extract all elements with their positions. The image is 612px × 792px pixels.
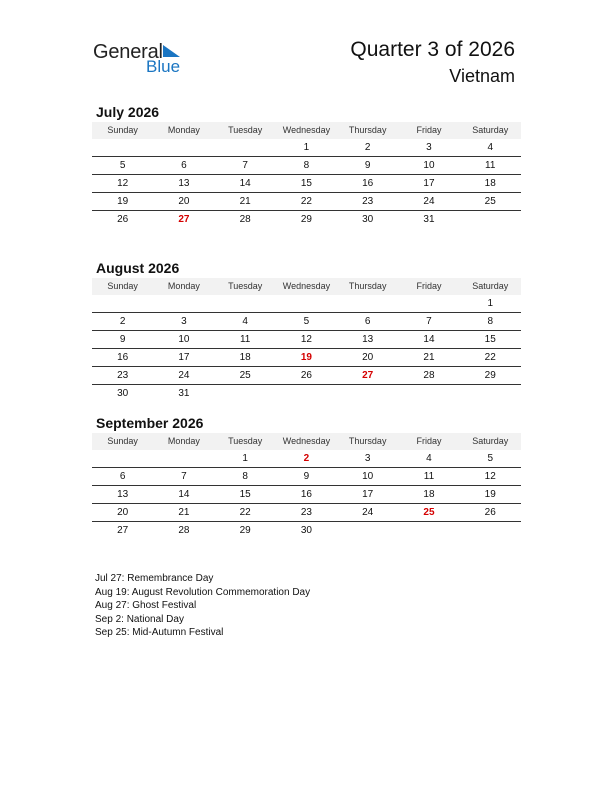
holiday-day-cell: 27: [178, 214, 190, 225]
week-row: [92, 295, 521, 313]
week-row: [92, 349, 521, 367]
day-cell: 23: [362, 196, 374, 207]
day-cell: 11: [239, 334, 251, 345]
week-row: [92, 193, 521, 211]
day-cell: 28: [178, 525, 190, 536]
day-cell: 16: [117, 352, 129, 363]
week-row: [92, 331, 521, 349]
day-cell: [153, 139, 214, 156]
day-cell: 5: [487, 453, 493, 464]
week-row: [92, 175, 521, 193]
day-cell: 14: [423, 334, 435, 345]
day-cell: [92, 450, 153, 467]
day-cell: 1: [487, 298, 493, 309]
day-cell: 24: [362, 507, 374, 518]
day-cell: 11: [485, 160, 496, 171]
day-cell: 20: [117, 507, 129, 518]
day-cell: 8: [303, 160, 310, 171]
weekday-label: Tuesday: [228, 125, 263, 135]
day-cell: 3: [426, 142, 432, 153]
day-cell: [215, 385, 276, 402]
day-cell: 19: [117, 196, 129, 207]
holiday-day-cell: 19: [300, 352, 312, 363]
holiday-note: Sep 25: Mid-Autumn Festival: [95, 627, 224, 638]
week-row: [92, 211, 521, 228]
holiday-notes: [95, 572, 310, 640]
day-cell: 17: [423, 178, 435, 189]
day-cell: 25: [484, 196, 496, 207]
day-cell: [153, 295, 214, 312]
day-cell: [92, 295, 153, 312]
weekday-label: Friday: [416, 281, 442, 291]
day-cell: 17: [178, 352, 190, 363]
day-cell: [460, 385, 521, 402]
week-row: [92, 367, 521, 385]
weekday-label: Wednesday: [282, 281, 331, 291]
month-title: August 2026: [96, 260, 180, 276]
day-cell: 5: [119, 160, 126, 171]
day-cell: 11: [423, 471, 435, 482]
weekday-label: Wednesday: [282, 436, 331, 446]
day-cell: 13: [117, 489, 129, 500]
day-cell: 30: [117, 388, 129, 399]
day-cell: [460, 211, 521, 228]
logo-text-blue: Blue: [146, 57, 181, 76]
month-calendar: [92, 413, 521, 539]
day-cell: [460, 522, 521, 539]
week-row: [92, 157, 521, 175]
month-title: July 2026: [96, 104, 160, 120]
day-cell: 1: [303, 142, 310, 153]
day-cell: 18: [423, 489, 435, 500]
day-cell: [398, 295, 459, 312]
weekday-label: Saturday: [472, 281, 509, 291]
day-cell: [276, 385, 337, 402]
day-cell: [215, 295, 276, 312]
day-cell: 18: [484, 178, 496, 189]
day-cell: [153, 450, 214, 467]
day-cell: 30: [300, 525, 312, 536]
weekday-label: Monday: [167, 436, 200, 446]
day-cell: [337, 295, 398, 312]
day-cell: 7: [426, 316, 432, 327]
day-cell: 25: [239, 370, 251, 381]
day-cell: 15: [239, 489, 251, 500]
day-cell: 20: [178, 196, 190, 207]
day-cell: 28: [423, 370, 435, 381]
day-cell: 22: [484, 352, 496, 363]
day-cell: 29: [300, 214, 312, 225]
day-cell: 8: [242, 471, 248, 482]
weekday-label: Thursday: [348, 125, 387, 135]
month-title: September 2026: [96, 415, 204, 431]
weekday-label: Sunday: [107, 281, 138, 291]
weekday-label: Tuesday: [228, 281, 263, 291]
day-cell: 4: [242, 316, 248, 327]
weekday-label: Friday: [416, 125, 442, 135]
day-cell: 26: [484, 507, 496, 518]
day-cell: 28: [239, 214, 251, 225]
flag-icon: [161, 44, 181, 58]
day-cell: 29: [239, 525, 251, 536]
day-cell: 13: [178, 178, 190, 189]
day-cell: 10: [362, 471, 374, 482]
day-cell: 26: [300, 370, 312, 381]
weekday-label: Sunday: [107, 125, 138, 135]
day-cell: 6: [364, 316, 371, 327]
day-cell: 13: [362, 334, 374, 345]
weekday-label: Wednesday: [282, 125, 331, 135]
day-cell: [337, 522, 398, 539]
holiday-note: Sep 2: National Day: [95, 613, 184, 625]
weekday-label: Thursday: [348, 436, 387, 446]
day-cell: 24: [423, 196, 435, 207]
day-cell: 9: [303, 471, 310, 482]
holiday-note: Aug 27: Ghost Festival: [95, 600, 197, 611]
day-cell: 3: [181, 316, 187, 327]
week-row: [92, 139, 521, 157]
weekday-header-row: [92, 433, 521, 450]
day-cell: [398, 522, 459, 539]
day-cell: 21: [423, 352, 435, 363]
day-cell: 17: [362, 489, 374, 500]
logo-text-general: General: [93, 41, 163, 63]
day-cell: 24: [178, 370, 190, 381]
weekday-label: Saturday: [472, 125, 509, 135]
day-cell: 16: [362, 178, 374, 189]
day-cell: [215, 139, 276, 156]
day-cell: 7: [242, 160, 248, 171]
day-cell: 9: [364, 160, 371, 171]
day-cell: 19: [484, 489, 496, 500]
month-calendar: [92, 102, 521, 228]
day-cell: 10: [423, 160, 435, 171]
day-cell: 3: [364, 453, 371, 464]
day-cell: 15: [484, 334, 496, 345]
day-cell: 4: [487, 142, 493, 153]
week-row: [92, 450, 521, 468]
week-row: [92, 486, 521, 504]
day-cell: 31: [178, 388, 190, 399]
day-cell: 29: [484, 370, 496, 381]
page-title: Quarter 3 of 2026: [350, 38, 515, 61]
day-cell: 15: [300, 178, 312, 189]
weekday-label: Friday: [416, 436, 442, 446]
day-cell: 23: [117, 370, 129, 381]
day-cell: 1: [242, 453, 248, 464]
holiday-day-cell: 27: [362, 370, 374, 381]
day-cell: 2: [119, 316, 126, 327]
day-cell: 10: [178, 334, 190, 345]
weekday-label: Sunday: [107, 436, 138, 446]
day-cell: 20: [362, 352, 374, 363]
holiday-note: Aug 19: August Revolution Commemoration Day: [95, 586, 311, 598]
day-cell: 30: [362, 214, 374, 225]
day-cell: 16: [300, 489, 312, 500]
day-cell: [398, 385, 459, 402]
day-cell: 21: [178, 507, 190, 518]
day-cell: 14: [239, 178, 251, 189]
week-row: [92, 522, 521, 539]
day-cell: [92, 139, 153, 156]
holiday-day-cell: 2: [303, 453, 310, 464]
holiday-day-cell: 25: [423, 507, 435, 518]
day-cell: 22: [239, 507, 251, 518]
day-cell: 6: [119, 471, 126, 482]
week-row: [92, 313, 521, 331]
day-cell: 2: [364, 142, 371, 153]
day-cell: 12: [484, 471, 496, 482]
weekday-label: Saturday: [472, 436, 509, 446]
day-cell: 4: [426, 453, 432, 464]
weekday-label: Thursday: [348, 281, 387, 291]
week-row: [92, 385, 521, 402]
week-row: [92, 504, 521, 522]
day-cell: 27: [117, 525, 129, 536]
country-name: Vietnam: [449, 66, 515, 86]
day-cell: [337, 385, 398, 402]
holiday-note: Jul 27: Remembrance Day: [95, 573, 214, 584]
day-cell: 6: [181, 160, 187, 171]
day-cell: 5: [303, 316, 310, 327]
day-cell: 31: [423, 214, 435, 225]
weekday-label: Tuesday: [228, 436, 263, 446]
day-cell: 23: [300, 507, 312, 518]
weekday-label: Monday: [167, 281, 200, 291]
day-cell: 12: [300, 334, 312, 345]
day-cell: [276, 295, 337, 312]
day-cell: 14: [178, 489, 190, 500]
day-cell: 18: [239, 352, 251, 363]
day-cell: 9: [119, 334, 126, 345]
day-cell: 8: [487, 316, 493, 327]
day-cell: 21: [239, 196, 251, 207]
day-cell: 7: [181, 471, 187, 482]
day-cell: 22: [300, 196, 312, 207]
month-calendar: [92, 258, 521, 402]
weekday-header-row: [92, 122, 521, 139]
generalblue-logo: [93, 40, 193, 80]
day-cell: 12: [117, 178, 129, 189]
day-cell: 26: [117, 214, 129, 225]
weekday-header-row: [92, 278, 521, 295]
weekday-label: Monday: [167, 125, 200, 135]
week-row: [92, 468, 521, 486]
